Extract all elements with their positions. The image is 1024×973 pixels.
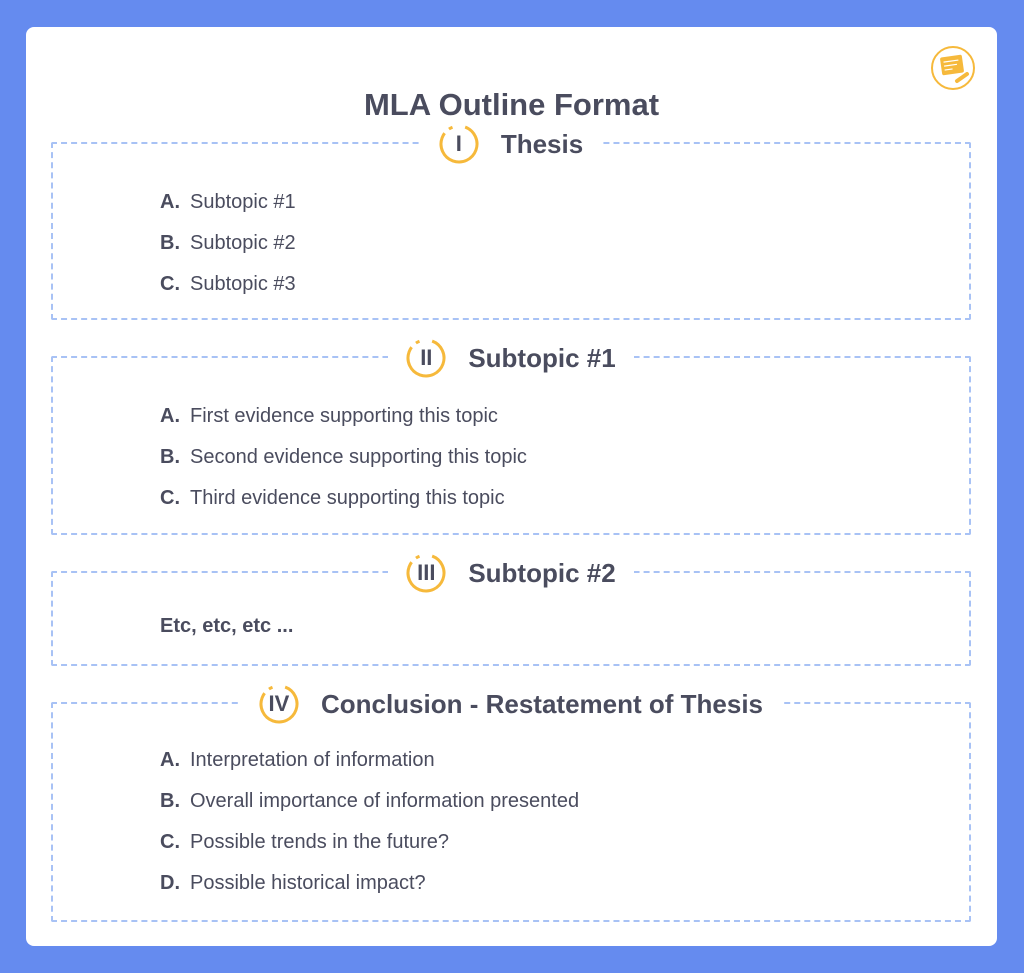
section-conclusion <box>51 688 971 922</box>
list-item: B. Subtopic #2 <box>160 232 296 254</box>
section-title: Conclusion - Restatement of Thesis <box>320 688 764 719</box>
numeral-badge: I <box>439 124 479 164</box>
numeral-badge: IV <box>259 684 299 724</box>
list-item: B. Second evidence supporting this topic <box>160 446 527 468</box>
list-item: B. Overall importance of information presented <box>160 790 580 812</box>
list-item: A. Subtopic #1 <box>160 191 296 213</box>
etc-note: Etc, etc, etc ... <box>160 615 294 637</box>
section-title: Thesis <box>500 128 584 159</box>
section-title: Subtopic #1 <box>468 342 616 373</box>
section-title: Subtopic #2 <box>468 557 616 588</box>
list-item: C. Third evidence supporting this topic <box>160 487 505 509</box>
section-subtopic-2 <box>51 557 971 666</box>
section-subtopic-1 <box>51 342 971 535</box>
list-item: C. Possible trends in the future? <box>160 831 450 853</box>
page-title: MLA Outline Format <box>363 87 660 122</box>
numeral-badge: III <box>406 553 446 593</box>
numeral-badge: II <box>406 338 446 378</box>
list-item: A. First evidence supporting this topic <box>160 405 498 427</box>
section-thesis <box>51 128 971 320</box>
outline-card <box>26 27 997 946</box>
note-pencil-icon <box>930 45 976 91</box>
list-item: D. Possible historical impact? <box>160 872 426 894</box>
list-item: C. Subtopic #3 <box>160 273 296 295</box>
list-item: A. Interpretation of information <box>160 749 435 771</box>
